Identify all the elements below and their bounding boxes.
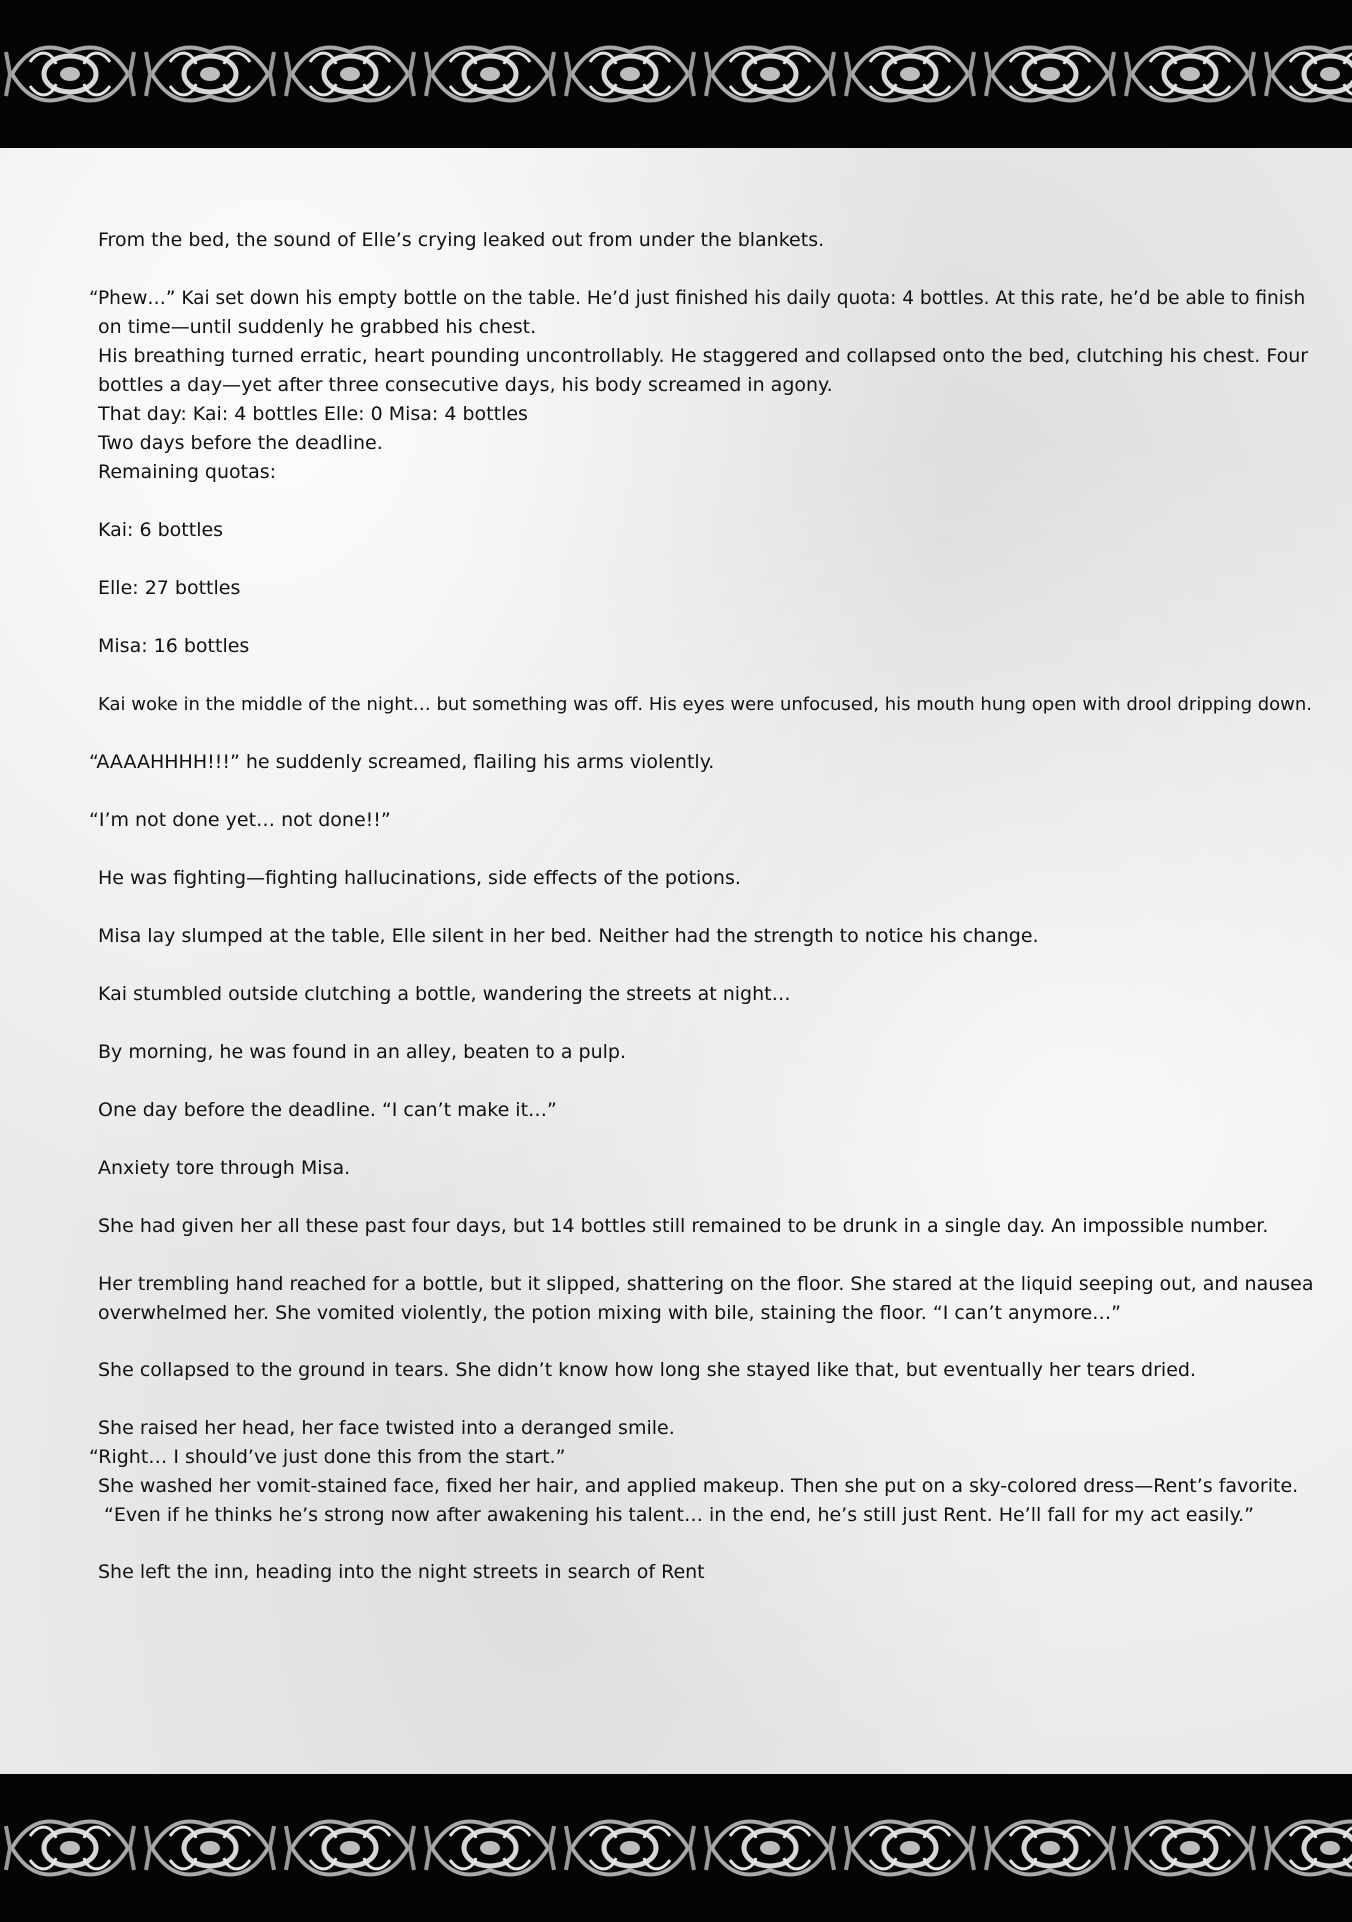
ornament-pattern-bottom	[0, 1774, 1352, 1922]
story-line: Kai woke in the middle of the night… but something was off. His eyes were unfocused, his mouth hung open with drool dripping down.	[98, 694, 1313, 715]
story-line: “I’m not done yet… not done!!”	[89, 809, 391, 831]
story-line: One day before the deadline. “I can’t make it…”	[98, 1099, 557, 1121]
story-line: Remaining quotas:	[98, 461, 277, 483]
ornamental-border-bottom	[0, 1774, 1352, 1922]
story-line: Kai stumbled outside clutching a bottle, wandering the streets at night…	[98, 983, 791, 1005]
story-line: Elle: 27 bottles	[98, 577, 241, 599]
story-line: Misa lay slumped at the table, Elle silent in her bed. Neither had the strength to notice his change.	[98, 925, 1039, 947]
story-line: She had given her all these past four days, but 14 bottles still remained to be drunk in a single day. An impossible number.	[98, 1215, 1269, 1237]
story-line: That day: Kai: 4 bottles Elle: 0 Misa: 4 bottles	[98, 403, 528, 425]
story-line: She collapsed to the ground in tears. She didn’t know how long she stayed like that, but eventually her tears dried.	[98, 1359, 1196, 1381]
story-line: Two days before the deadline.	[98, 432, 383, 454]
story-line: Anxiety tore through Misa.	[98, 1157, 351, 1179]
story-line: “Right… I should’ve just done this from the start.”	[89, 1446, 566, 1468]
story-line: From the bed, the sound of Elle’s crying leaked out from under the blankets.	[98, 229, 825, 251]
story-line: bottles a day—yet after three consecutive days, his body screamed in agony.	[98, 374, 833, 396]
story-line: She washed her vomit-stained face, fixed her hair, and applied makeup. Then she put on a sky-colored dress—Rent’s favorite.	[98, 1475, 1299, 1497]
ornament-pattern-top	[0, 0, 1352, 148]
story-line: overwhelmed her. She vomited violently, the potion mixing with bile, staining the floor. “I can’t anymore…”	[98, 1302, 1122, 1324]
story-line: His breathing turned erratic, heart pounding uncontrollably. He staggered and collapsed onto the bed, clutching his chest. Four	[98, 345, 1309, 367]
story-line: on time—until suddenly he grabbed his chest.	[98, 316, 537, 338]
story-line: She raised her head, her face twisted into a deranged smile.	[98, 1417, 675, 1439]
story-line: Kai: 6 bottles	[98, 519, 224, 541]
story-line: By morning, he was found in an alley, beaten to a pulp.	[98, 1041, 627, 1063]
story-line: Her trembling hand reached for a bottle, but it slipped, shattering on the floor. She stared at the liquid seeping out, and nausea	[98, 1273, 1314, 1295]
story-line: She left the inn, heading into the night streets in search of Rent	[98, 1561, 705, 1583]
story-line: “Phew…” Kai set down his empty bottle on the table. He’d just finished his daily quota: 4 bottles. At this rate, he’d be able to finish	[89, 288, 1306, 309]
ornamental-border-top	[0, 0, 1352, 148]
story-line: Misa: 16 bottles	[98, 635, 250, 657]
text-page	[0, 148, 1352, 1774]
story-line: “Even if he thinks he’s strong now after awakening his talent… in the end, he’s still just Rent. He’ll fall for my act easily.”	[104, 1504, 1254, 1526]
story-line: “AAAAHHHH!!!” he suddenly screamed, flailing his arms violently.	[89, 751, 715, 773]
story-line: He was fighting—fighting hallucinations, side effects of the potions.	[98, 867, 741, 889]
